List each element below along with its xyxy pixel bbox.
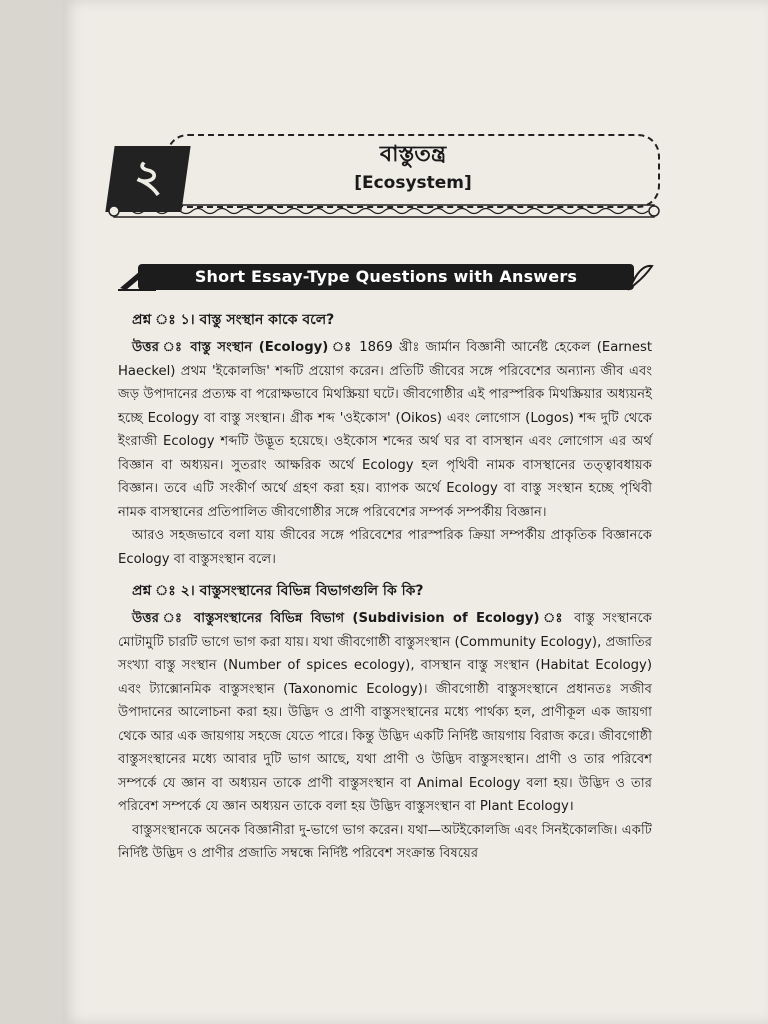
question-1: প্রশ্ন ঃ ১। বাস্তু সংস্থান কাকে বলে? — [132, 312, 335, 328]
answer-2-body: বাস্তু সংস্থানকে মোটামুটি চারটি ভাগে ভাগ করা যায়। যথা জীবগোষ্ঠী বাস্তুসংস্থান (Community Ecology), প্রজাতির সংখ্যা বাস্তু সংস্থান (Number of spices ecology), বাসস্থান বাস্তু সংস্থান (Habitat Ecology) এবং ট্যাক্সোনমিক বাস্তুসংস্থান (Taxonomic Ecology)। জীবগোষ্ঠী বাস্তুসংস্থানে প্রধানতঃ সজীব উপাদানের আলোচনা করা হয়। উদ্ভিদ ও প্রাণী বাস্তুসংস্থানের মধ্যে পার্থক্য হল, প্রাণীকূল এক জায়গা থেকে আর এক জায়গায় সহজে যেতে পারে। কিন্তু উদ্ভিদ একটি নির্দিষ্ট জায়গায় বিরাজ করে। জীবগোষ্ঠী বাস্তুসংস্থানের মধ্যে আবার দুটি ভাগ আছে, যথা প্রাণী ও উদ্ভিদ বাস্তুসংস্থান। প্রাণী ও তার পরিবেশ সম্পর্কে যে জ্ঞান বা অধ্যয়ন তাকে প্রাণী বাস্তুসংস্থান বা Animal Ecology বলা হয়। উদ্ভিদ ও তার পরিবেশ সম্পর্কে যে জ্ঞান অধ্যয়ন তাকে বলা হয় উদ্ভিদ বাস্তুসংস্থান বা Plant Ecology। — [118, 611, 652, 814]
banner-title: Short Essay-Type Questions with Answers — [194, 267, 578, 286]
chapter-number: ২ — [133, 150, 163, 202]
chapter-title: বাস্তুতন্ত্র — [379, 142, 447, 167]
article-body — [118, 306, 652, 866]
scroll-ornament-icon — [108, 202, 660, 220]
answer-2 — [118, 607, 652, 819]
show-through-text — [312, 70, 712, 84]
answer-1 — [118, 336, 652, 524]
answer-1-body: 1869 খ্রীঃ জার্মান বিজ্ঞানী আর্নেষ্ট হেকেল (Earnest Haeckel) প্রথম 'ইকোলজি' শব্দটি প্রয়োগ করেন। প্রতিটি জীবের সঙ্গে পরিবেশের অন্যান্য জীব এবং জড় উপাদানের প্রত্যক্ষ বা পরোক্ষভাবে মিথস্ক্রিয়া ঘটে। জীবগোষ্ঠীর এই পারস্পরিক মিথস্ক্রিয়ার অধ্যয়নই হচ্ছে Ecology বা বাস্তু সংস্থান। গ্রীক শব্দ 'ওইকোস' (Oikos) এবং লোগোস (Logos) শব্দ দুটি থেকে ইংরাজী Ecology শব্দটি উদ্ভূত হয়েছে। ওইকোস শব্দের অর্থ ঘর বা বাসস্থান এবং লোগোস এর অর্থ বিজ্ঞান বা অধ্যয়ন। সুতরাং আক্ষরিক অর্থে Ecology হল পৃথিবী নামক বাসস্থানের তত্ত্বাবধায়ক বিজ্ঞান। তবে এটি সংকীর্ণ অর্থে গ্রহণ করা হয়। ব্যাপক অর্থে Ecology বা বাস্তু সংস্থান হচ্ছে পৃথিবী নামক বাসস্থানের প্রতিপালিত জীবগোষ্ঠীর সঙ্গে পরিবেশের সম্পর্ক সম্পর্কীয় বিজ্ঞান। — [118, 340, 652, 520]
section-banner — [116, 262, 656, 292]
chapter-subtitle: [Ecosystem] — [354, 173, 472, 193]
answer-1-lead: উত্তর ঃ বাস্তু সংস্থান (Ecology) ঃ — [132, 340, 354, 355]
answer-1-paragraph-2: আরও সহজভাবে বলা যায় জীবের সঙ্গে পরিবেশের পারস্পরিক ক্রিয়া সম্পর্কীয় প্রাকৃতিক বিজ্ঞানকে Ecology বা বাস্তুসংস্থান বলে। — [118, 528, 652, 567]
feather-icon — [626, 262, 654, 292]
answer-2-paragraph-2: বাস্তুসংস্থানকে অনেক বিজ্ঞানীরা দু-ভাগে ভাগ করেন। যথা—অটইকোলজি এবং সিনইকোলজি। একটি নির্দিষ্ট উদ্ভিদ ও প্রাণীর প্রজাতি সম্বন্ধে নির্দিষ্ট পরিবেশ সংক্রান্ত বিষয়ের — [118, 822, 652, 861]
answer-2-lead: উত্তর ঃ বাস্তুসংস্থানের বিভিন্ন বিভাগ (Subdivision of Ecology) ঃ — [132, 611, 567, 626]
chapter-header — [108, 132, 660, 224]
question-2: প্রশ্ন ঃ ২। বাস্তুসংস্থানের বিভিন্ন বিভাগগুলি কি কি? — [132, 583, 424, 599]
